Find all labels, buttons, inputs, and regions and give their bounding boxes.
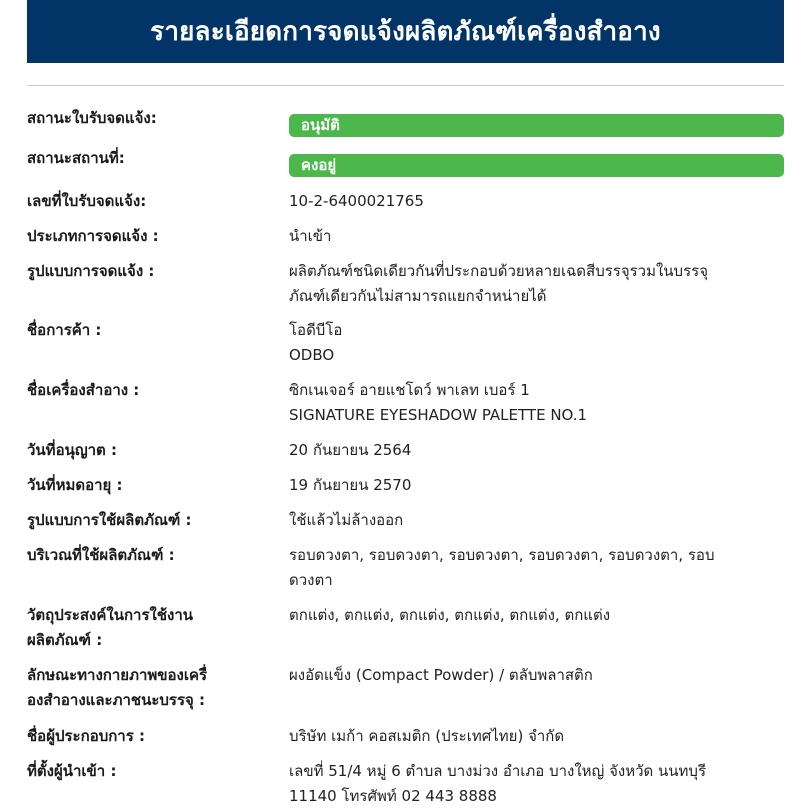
notification-type-label: ประเภทการจดแจ้ง : xyxy=(27,227,159,245)
cosmetic-name-label: ชื่อเครื่องสำอาง : xyxy=(27,381,140,399)
expiry-date-label: วันที่หมดอายุ : xyxy=(27,476,123,494)
physical-form-label-line1: ลักษณะทางกายภาพของเครื่ xyxy=(27,666,208,684)
physical-form-value xyxy=(289,663,789,688)
importer-address-line2: 11140 โทรศัพท์ 02 443 8888 xyxy=(289,787,497,805)
notification-format-value xyxy=(289,259,789,309)
notification-number-label: เลขที่ใบรับจดแจ้ง: xyxy=(27,192,147,210)
importer-address-label: ที่ตั้งผู้นำเข้า : xyxy=(27,762,117,780)
notification-status-badge: อนุมัติ xyxy=(289,114,784,137)
physical-form-label-line2: องสำอางและภาชนะบรรจุ : xyxy=(27,691,206,709)
importer-address-value xyxy=(289,759,789,809)
notification-format-line2: ภัณฑ์เดียวกันไม่สามารถแยกจำหน่ายได้ xyxy=(289,287,547,305)
notification-type-value xyxy=(289,224,789,249)
physical-form-text: ผงอัดแข็ง (Compact Powder) / ตลับพลาสติก xyxy=(289,666,593,684)
premises-status-badge: คงอยู่ xyxy=(289,154,784,177)
trade-name-thai: โอดีบีโอ xyxy=(289,321,343,339)
approval-date-text: 20 กันยายน 2564 xyxy=(289,441,412,459)
notification-format-label: รูปแบบการจดแจ้ง : xyxy=(27,262,155,280)
premises-status-label: สถานะสถานที่: xyxy=(27,149,125,167)
cosmetic-name-thai: ซิกเนเจอร์ อายแชโดว์ พาเลท เบอร์ 1 xyxy=(289,381,530,399)
operator-name-label: ชื่อผู้ประกอบการ : xyxy=(27,727,146,745)
cosmetic-name-value xyxy=(289,378,789,428)
page-title: รายละเอียดการจดแจ้งผลิตภัณฑ์เครื่องสำอาง xyxy=(150,17,661,47)
usage-type-label: รูปแบบการใช้ผลิตภัณฑ์ : xyxy=(27,511,192,529)
application-area-label: บริเวณที่ใช้ผลิตภัณฑ์ : xyxy=(27,546,175,564)
expiry-date-value xyxy=(289,473,789,498)
expiry-date-text: 19 กันยายน 2570 xyxy=(289,476,412,494)
operator-name-value xyxy=(289,724,789,749)
trade-name-label: ชื่อการค้า : xyxy=(27,321,102,339)
notification-number-value xyxy=(289,189,789,214)
purpose-label xyxy=(27,603,272,653)
purpose-value xyxy=(289,603,789,628)
application-area-value xyxy=(289,543,789,593)
approval-date-label: วันที่อนุญาต : xyxy=(27,441,117,459)
usage-type-text: ใช้แล้วไม่ล้างออก xyxy=(289,511,404,529)
operator-name-text: บริษัท เมก้า คอสเมติก (ประเทศไทย) จำกัด xyxy=(289,727,565,745)
purpose-label-line1: วัตถุประสงค์ในการใช้งาน xyxy=(27,606,194,624)
trade-name-english: ODBO xyxy=(289,346,335,364)
purpose-text: ตกแต่ง, ตกแต่ง, ตกแต่ง, ตกแต่ง, ตกแต่ง, ตกแต่ง xyxy=(289,606,611,624)
purpose-label-line2: ผลิตภัณฑ์ : xyxy=(27,631,103,649)
approval-date-value xyxy=(289,438,789,463)
notification-type-text: นำเข้า xyxy=(289,227,332,245)
notification-status-label: สถานะใบรับจดแจ้ง: xyxy=(27,109,157,127)
trade-name-value xyxy=(289,318,789,368)
application-area-line1: รอบดวงตา, รอบดวงตา, รอบดวงตา, รอบดวงตา, รอบดวงตา, รอบ xyxy=(289,546,715,564)
cosmetic-name-english: SIGNATURE EYESHADOW PALETTE NO.1 xyxy=(289,406,588,424)
physical-form-label xyxy=(27,663,272,713)
application-area-line2: ดวงตา xyxy=(289,571,333,589)
usage-type-value xyxy=(289,508,789,533)
importer-address-line1: เลขที่ 51/4 หมู่ 6 ตำบล บางม่วง อำเภอ บางใหญ่ จังหวัด นนทบุรี xyxy=(289,762,707,780)
notification-number-text: 10-2-6400021765 xyxy=(289,192,424,210)
notification-format-line1: ผลิตภัณฑ์ชนิดเดียวกันที่ประกอบด้วยหลายเฉดสีบรรจุรวมในบรรจุ xyxy=(289,262,708,280)
